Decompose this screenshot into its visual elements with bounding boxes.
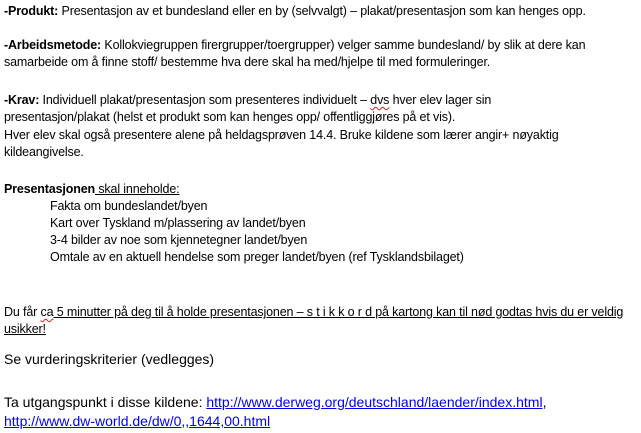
list-item: Fakta om bundeslandet/byen	[50, 199, 208, 213]
presentasjonen-list	[4, 198, 464, 266]
kilder-separator: ,	[542, 394, 547, 410]
dw-world-link[interactable]: http://www.dw-world.de/dw/0,,1644,00.html	[4, 413, 271, 429]
krav-text-a: Individuell plakat/presentasjon som presenteres individuelt –	[39, 93, 371, 107]
produkt-label: -Produkt:	[4, 4, 59, 18]
krav-text-b: hver elev lager sin presentasjon/plakat (helst et produkt som kan henges opp/ offentliggjøres på et vis).	[4, 93, 492, 124]
list-item: Kart over Tyskland m/plassering av landet/byen	[50, 216, 306, 230]
vurdering-text: Se vurderingskriterier (vedlegges)	[4, 351, 215, 367]
arbeidsmetode-paragraph	[4, 37, 634, 71]
krav-paragraph	[4, 92, 564, 126]
derweg-link[interactable]: http://www.derweg.org/deutschland/laender/index.html	[206, 394, 543, 410]
produkt-paragraph	[4, 3, 641, 20]
tid-prefix: Du får	[4, 305, 41, 319]
list-item: Omtale av en aktuell hendelse som preger landet/byen (ref Tysklandsbilaget)	[50, 250, 464, 264]
list-item: 3-4 bilder av noe som kjennetegner landet/byen	[50, 233, 308, 247]
krav-dvs: dvs	[370, 93, 390, 107]
presentasjonen-heading-rest: skal inneholde:	[95, 182, 180, 196]
krav-paragraph-2	[4, 127, 641, 161]
presentasjonen-heading-bold: Presentasjonen	[4, 182, 95, 196]
presentasjonen-heading	[4, 181, 179, 198]
kilder-prefix: Ta utgangspunkt i disse kildene:	[4, 394, 207, 410]
kilder-paragraph	[4, 393, 641, 431]
arbeidsmetode-text: Kollokviegruppen firergrupper/toergrupper) velger samme bundesland/ by slik at dere kan samarbeide om å finne stoff/ bestemme hva dere skal ha med/hjelpe til med formuleringer.	[4, 38, 586, 69]
tid-rest: – s t i k k o r d på kartong kan til nød godtas hvis du er veldig usikker!	[4, 305, 624, 336]
krav-label: -Krav:	[4, 93, 40, 107]
produkt-text: Presentasjon av et bundesland eller en by (selvvalgt) – plakat/presentasjon som kan henges opp.	[58, 4, 586, 18]
tid-underlined: 5 minutter på deg til å holde presentasjonen	[53, 305, 294, 319]
arbeidsmetode-label: -Arbeidsmetode:	[4, 38, 102, 52]
tid-paragraph	[4, 304, 641, 338]
krav-line2: Hver elev skal også presentere alene på heldagsprøven 14.4. Bruke kildene som lærer angir+ nøyaktig kildeangivelse.	[4, 128, 559, 159]
tid-ca: ca	[40, 305, 54, 319]
